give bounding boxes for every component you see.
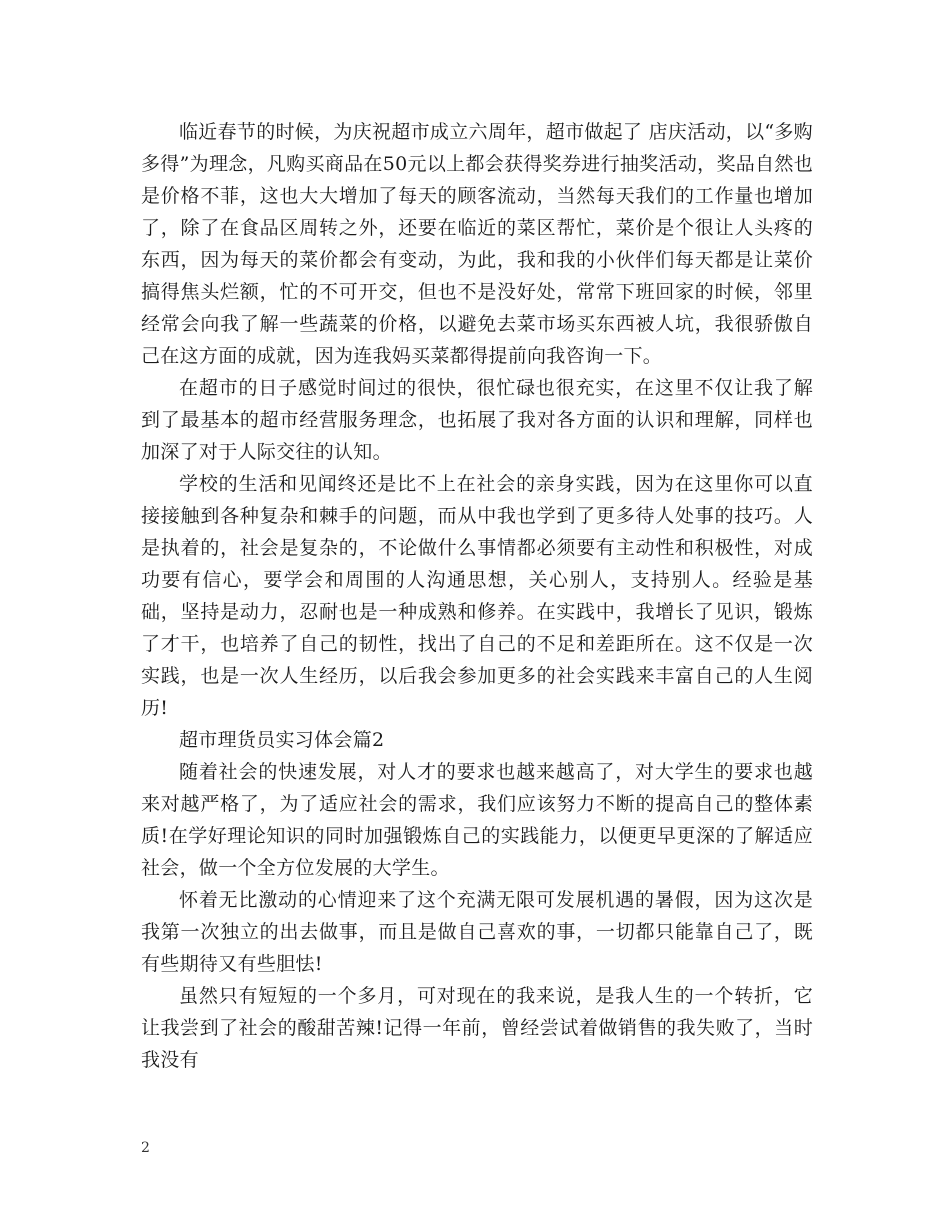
paragraph-summer-vacation: 怀着无比激动的心情迎来了这个充满无限可发展机遇的暑假，因为这次是我第一次独立的出去做事，而且是做自己喜欢的事，一切都只能靠自己了，既有些期待又有些胆怯!: [141, 889, 813, 975]
section-heading: 超市理货员实习体会篇2: [179, 729, 385, 751]
page-number: 2: [141, 1140, 150, 1156]
paragraph-turning-point: 虽然只有短短的一个多月，可对现在的我来说，是我人生的一个转折，它让我尝到了社会的酸甜苦辣!记得一年前，曾经尝试着做销售的我失败了，当时我没有: [141, 985, 813, 1071]
paragraph-supermarket-days: 在超市的日子感觉时间过的很快，很忙碌也很充实，在这里不仅让我了解到了最基本的超市经营服务理念，也拓展了我对各方面的认识和理解，同样也加深了对于人际交往的认知。: [141, 377, 813, 463]
paragraph-spring-festival: 临近春节的时候，为庆祝超市成立六周年，超市做起了 店庆活动，以“多购多得”为理念，凡购买商品在50元以上都会获得奖券进行抽奖活动，奖品自然也是价格不菲，这也大大增加了每天的顾客流动，当然每天我们的工作量也增加了，除了在食品区周转之外，还要在临近的菜区帮忙，菜价是个很让人头疼的东西，因为每天的菜价都会有变动，为此，我和我的小伙伴们每天都是让菜价搞得焦头烂额，忙的不可开交，但也不是没好处，常常下班回家的时候，邻里经常会向我了解一些蔬菜的价格，以避免去菜市场买东西被人坑，我很骄傲自己在这方面的成就，因为连我妈买菜都得提前向我咨询一下。: [141, 121, 813, 367]
paragraph-social-development: 随着社会的快速发展，对人才的要求也越来越高了，对大学生的要求也越来对越严格了，为了适应社会的需求，我们应该努力不断的提高自己的整体素质!在学好理论知识的同时加强锻炼自己的实践能力，以便更早更深的了解适应社会，做一个全方位发展的大学生。: [141, 761, 813, 879]
paragraph-school-vs-society: 学校的生活和见闻终还是比不上在社会的亲身实践，因为在这里你可以直接接触到各种复杂和棘手的问题，而从中我也学到了更多待人处事的技巧。人是执着的，社会是复杂的，不论做什么事情都必须要有主动性和积极性，对成功要有信心，要学会和周围的人沟通思想，关心别人，支持别人。经验是基础，坚持是动力，忍耐也是一种成熟和修养。在实践中，我增长了见识，锻炼了才干，也培养了自己的韧性，找出了自己的不足和差距所在。这不仅是一次实践，也是一次人生经历，以后我会参加更多的社会实践来丰富自己的人生阅历!: [141, 473, 813, 719]
document-body: [141, 116, 813, 1076]
